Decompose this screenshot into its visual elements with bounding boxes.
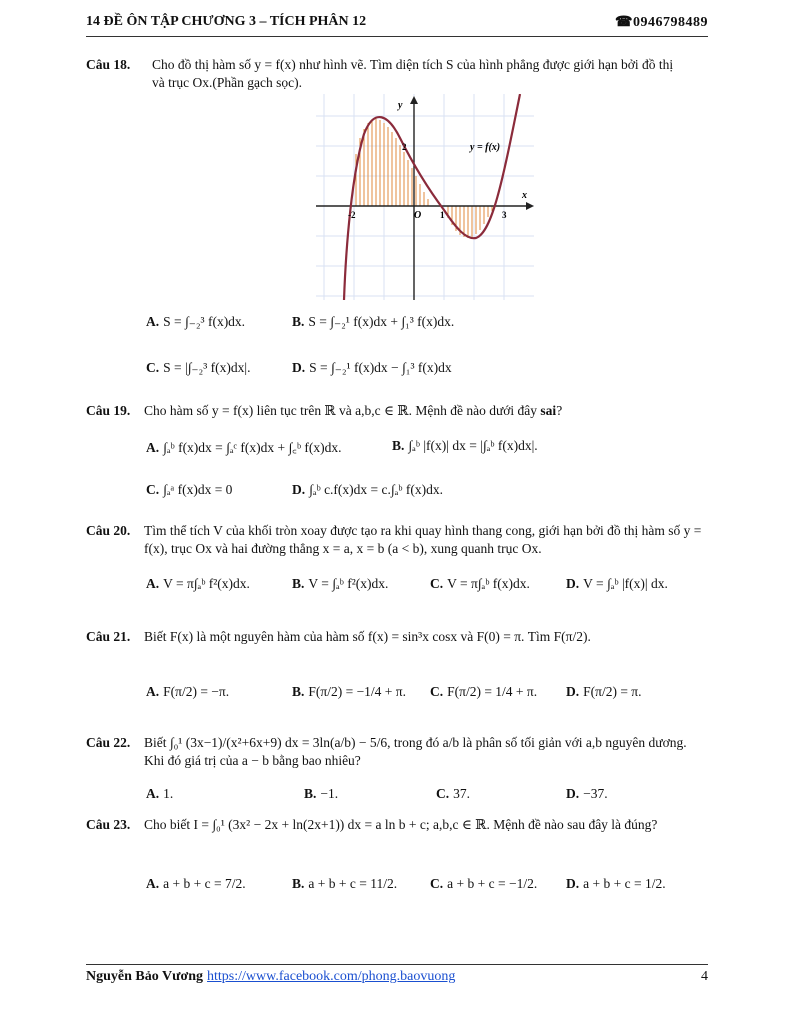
option-b[interactable]: B. −1. [304, 786, 339, 801]
option-b[interactable]: B. a + b + c = 11/2. [292, 876, 398, 891]
option-d[interactable]: D. F(π/2) = π. [566, 684, 642, 699]
tick-minus-2: -2 [348, 210, 356, 220]
option-a[interactable]: A. V = π∫ₐᵇ f²(x)dx. [146, 576, 250, 591]
option-b[interactable]: B. ∫ₐᵇ |f(x)| dx = |∫ₐᵇ f(x)dx|. [392, 438, 538, 453]
option-d[interactable]: D. −37. [566, 786, 608, 801]
option-a[interactable]: A. 1. [146, 786, 174, 801]
question-label: Câu 18. [86, 57, 131, 72]
option-a[interactable]: A. S = ∫₋₂³ f(x)dx. [146, 314, 246, 329]
option-d[interactable]: D. S = ∫₋₂¹ f(x)dx − ∫₁³ f(x)dx [292, 360, 452, 375]
question-23: Câu 23. Cho biết I = ∫₀¹ (3x² − 2x + ln(2x+1)) dx = a ln b + c; a,b,c ∈ ℝ. Mệnh đề nào sau đây là đúng? [86, 817, 658, 832]
y-axis-label: y [398, 100, 403, 111]
option-c[interactable]: C. a + b + c = −1/2. [430, 876, 538, 891]
footer-link[interactable]: https://www.facebook.com/phong.baovuong [207, 969, 456, 984]
question-20: Câu 20. Tìm thể tích V của khối tròn xoay được tạo ra khi quay hình thang cong, giới hạn bởi đồ thị hàm số y = f(x), trục Ox và hai đường thẳng x = a, x = b (a < b), xung quanh trục Ox. [86, 523, 702, 556]
header-title: 14 ĐỀ ÔN TẬP CHƯƠNG 3 – TÍCH PHÂN 12 [86, 14, 367, 29]
option-c[interactable]: C. ∫ₐᵃ f(x)dx = 0 [146, 482, 233, 497]
tick-3: 3 [502, 210, 507, 220]
option-b[interactable]: B. F(π/2) = −1/4 + π. [292, 684, 406, 699]
question-19: Câu 19. Cho hàm số y = f(x) liên tục trên ℝ và a,b,c ∈ ℝ. Mệnh đề nào dưới đây sai? [86, 403, 563, 418]
header-phone: ☎0946798489 [615, 15, 708, 30]
page-footer [86, 964, 708, 985]
footer-author: Nguyễn Bảo Vương [86, 969, 204, 984]
tick-y-2: 2 [402, 142, 407, 152]
question-21: Câu 21. Biết F(x) là một nguyên hàm của hàm số f(x) = sin³x cosx và F(0) = π. Tìm F(π/2). [86, 629, 591, 644]
option-d[interactable]: D. V = ∫ₐᵇ |f(x)| dx. [566, 576, 668, 591]
curve-label: y = f(x) [470, 142, 501, 153]
option-b[interactable]: B. S = ∫₋₂¹ f(x)dx + ∫₁³ f(x)dx. [292, 314, 455, 329]
option-a[interactable]: A. a + b + c = 7/2. [146, 876, 246, 891]
page-header [86, 14, 708, 37]
option-c[interactable]: C. S = |∫₋₂³ f(x)dx|. [146, 360, 251, 375]
question-22: Câu 22. Biết ∫₀¹ (3x−1)/(x²+6x+9) dx = 3ln(a/b) − 5/6, trong đó a/b là phân số tối giản với a,b nguyên dương. Khi đó giá trị của a − b bằng bao nhiêu? [86, 735, 687, 768]
option-a[interactable]: A. ∫ₐᵇ f(x)dx = ∫ₐᶜ f(x)dx + ∫꜀ᵇ f(x)dx. [146, 440, 342, 455]
option-d[interactable]: D. ∫ₐᵇ c.f(x)dx = c.∫ₐᵇ f(x)dx. [292, 482, 443, 497]
option-b[interactable]: B. V = ∫ₐᵇ f²(x)dx. [292, 576, 389, 591]
function-graph [316, 94, 534, 300]
question-text: Cho đồ thị hàm số y = f(x) như hình vẽ. Tìm diện tích S của hình phẳng được giới hạn bởi đồ thị và trục Ox.(Phần gạch sọc). [152, 57, 674, 90]
x-axis-label: x [522, 190, 527, 201]
question-18 [86, 56, 708, 92]
option-c[interactable]: C. V = π∫ₐᵇ f(x)dx. [430, 576, 530, 591]
tick-1: 1 [440, 210, 445, 220]
page-number: 4 [701, 969, 708, 984]
origin-label: O [414, 210, 422, 221]
option-a[interactable]: A. F(π/2) = −π. [146, 684, 230, 699]
option-c[interactable]: C. 37. [436, 786, 470, 801]
option-c[interactable]: C. F(π/2) = 1/4 + π. [430, 684, 538, 699]
option-d[interactable]: D. a + b + c = 1/2. [566, 876, 666, 891]
